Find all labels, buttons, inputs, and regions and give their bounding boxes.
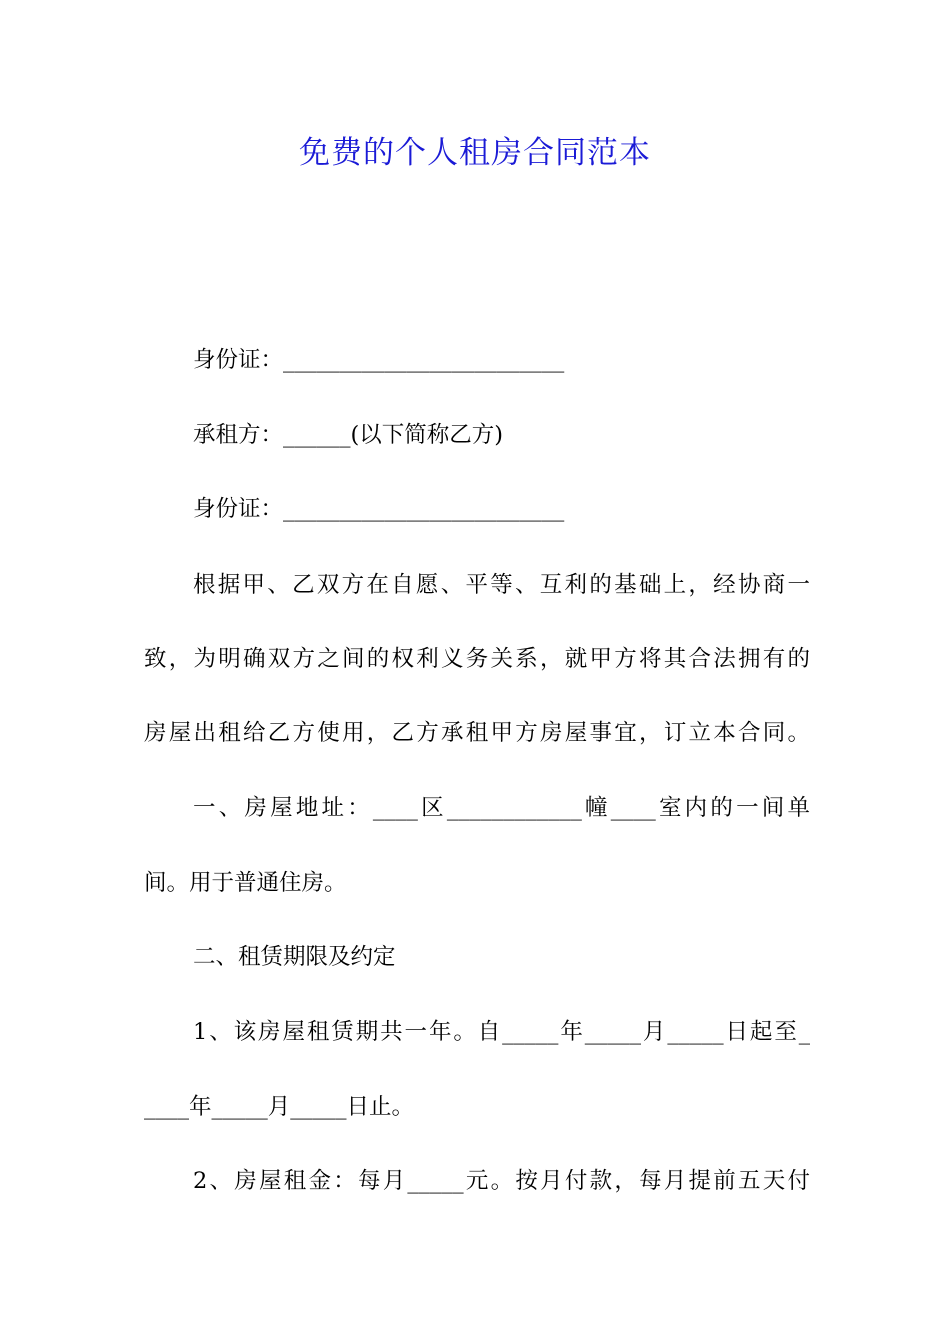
paragraph-line-1: 根据甲、乙双方在自愿、平等、互利的基础上，经协商一 <box>193 572 810 598</box>
clause-2-1-line-1: 1、该房屋租赁期共一年。自_____年_____月_____日起至_ <box>193 1019 810 1045</box>
id-card-line-2: 身份证：_________________________ <box>193 496 565 522</box>
clause-2-heading: 二、租赁期限及约定 <box>193 944 396 970</box>
paragraph-line-2: 致，为明确双方之间的权利义务关系，就甲方将其合法拥有的 <box>144 646 810 672</box>
clause-1-line-1: 一、房屋地址：____区____________幢____室内的一间单 <box>193 795 810 821</box>
tenant-line: 承租方：______(以下简称乙方) <box>193 422 504 448</box>
document-title: 免费的个人租房合同范本 <box>299 135 651 171</box>
clause-1-line-2: 间。用于普通住房。 <box>144 870 347 896</box>
clause-2-2-line-1: 2、房屋租金：每月_____元。按月付款，每月提前五天付 <box>193 1168 810 1194</box>
clause-2-1-line-2: ____年_____月_____日止。 <box>144 1094 415 1120</box>
id-card-line-1: 身份证：_________________________ <box>193 347 565 373</box>
paragraph-line-3: 房屋出租给乙方使用，乙方承租甲方房屋事宜，订立本合同。 <box>144 720 810 746</box>
